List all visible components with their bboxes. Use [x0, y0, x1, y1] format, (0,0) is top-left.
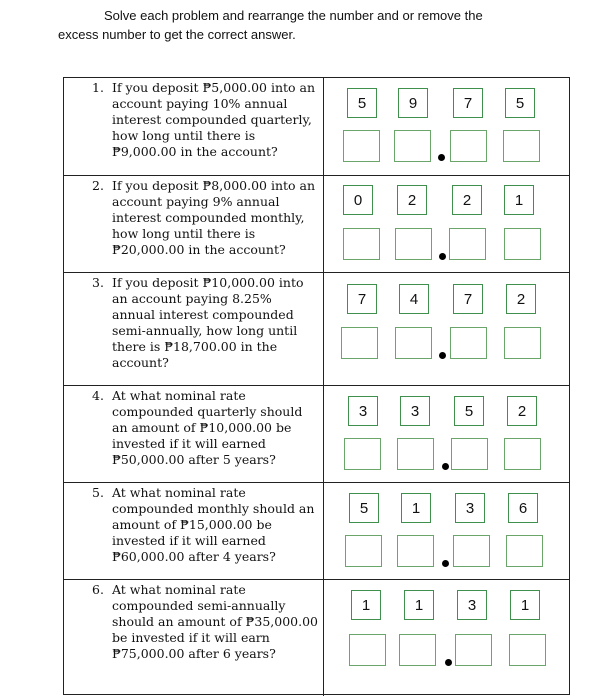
- answer-slot[interactable]: [344, 438, 381, 470]
- problem-text: At what nominal rate compounded quarterly should an amount of ₱10,000.00 be invested if it will earned ₱50,000.00 after 5 years?: [112, 388, 303, 467]
- answer-slot[interactable]: [395, 327, 432, 359]
- digit-tile[interactable]: 2: [507, 396, 537, 426]
- answer-slot[interactable]: [343, 130, 380, 162]
- digit-tile[interactable]: 5: [349, 493, 379, 523]
- digit-tile[interactable]: 2: [397, 185, 427, 215]
- column-divider: [323, 273, 324, 385]
- column-divider: [323, 176, 324, 272]
- digit-tile[interactable]: 1: [351, 590, 381, 620]
- problem-row-6: [64, 579, 569, 696]
- answer-slot[interactable]: [455, 634, 492, 666]
- decimal-point: [442, 463, 449, 470]
- column-divider: [323, 580, 324, 696]
- digit-tile[interactable]: 1: [510, 590, 540, 620]
- answer-slot[interactable]: [504, 438, 541, 470]
- problem-text: At what nominal rate compounded monthly should an amount of ₱15,000.00 be invested if it will earned ₱60,000.00 after 4 years?: [112, 485, 315, 564]
- problem-row-2: [64, 175, 569, 272]
- digit-tile[interactable]: 0: [343, 185, 373, 215]
- digit-tile[interactable]: 7: [347, 284, 377, 314]
- answer-slot[interactable]: [506, 535, 543, 567]
- answer-slot[interactable]: [509, 634, 546, 666]
- answer-slot[interactable]: [397, 535, 434, 567]
- problem-question: [92, 388, 318, 468]
- problem-question: [92, 178, 318, 258]
- digit-tile[interactable]: 3: [400, 396, 430, 426]
- problem-number: 2.: [92, 178, 104, 193]
- problem-row-3: [64, 272, 569, 385]
- problem-question: [92, 80, 318, 160]
- decimal-point: [439, 352, 446, 359]
- answer-slot[interactable]: [399, 634, 436, 666]
- instructions-line-1: Solve each problem and rearrange the number and or remove the: [104, 8, 483, 23]
- instructions-line-2: excess number to get the correct answer.: [58, 27, 296, 42]
- answer-slot[interactable]: [345, 535, 382, 567]
- answer-slot[interactable]: [395, 228, 432, 260]
- problem-table: [63, 77, 570, 695]
- problem-number: 3.: [92, 275, 104, 290]
- decimal-point: [439, 253, 446, 260]
- decimal-point: [445, 659, 452, 666]
- column-divider: [323, 483, 324, 579]
- digit-tile[interactable]: 1: [404, 590, 434, 620]
- problem-text: If you deposit ₱5,000.00 into an account paying 10% annual interest compounded quarterly, how long until there is ₱9,000.00 in the account?: [112, 80, 316, 159]
- digit-tile[interactable]: 1: [504, 185, 534, 215]
- instructions: [58, 6, 558, 44]
- digit-tile[interactable]: 6: [508, 493, 538, 523]
- digit-tile[interactable]: 7: [453, 88, 483, 118]
- answer-slot[interactable]: [453, 535, 490, 567]
- answer-slot[interactable]: [504, 327, 541, 359]
- digit-tile[interactable]: 3: [348, 396, 378, 426]
- decimal-point: [442, 560, 449, 567]
- digit-tile[interactable]: 5: [505, 88, 535, 118]
- digit-tile[interactable]: 1: [401, 493, 431, 523]
- answer-slot[interactable]: [397, 438, 434, 470]
- problem-row-5: [64, 482, 569, 579]
- digit-tile[interactable]: 2: [452, 185, 482, 215]
- digit-tile[interactable]: 7: [453, 284, 483, 314]
- problem-question: [92, 582, 318, 662]
- answer-slot[interactable]: [504, 228, 541, 260]
- digit-tile[interactable]: 3: [455, 493, 485, 523]
- answer-slot[interactable]: [450, 327, 487, 359]
- answer-slot[interactable]: [341, 327, 378, 359]
- problem-text: At what nominal rate compounded semi-annually should an amount of ₱35,000.00 be invested if it will earn ₱75,000.00 after 6 years?: [112, 582, 318, 661]
- answer-slot[interactable]: [450, 130, 487, 162]
- digit-tile[interactable]: 3: [457, 590, 487, 620]
- answer-slot[interactable]: [349, 634, 386, 666]
- problem-row-4: [64, 385, 569, 482]
- digit-tile[interactable]: 5: [454, 396, 484, 426]
- answer-slot[interactable]: [451, 438, 488, 470]
- problem-question: [92, 275, 318, 371]
- decimal-point: [438, 154, 445, 161]
- column-divider: [323, 78, 324, 175]
- problem-number: 5.: [92, 485, 104, 500]
- problem-text: If you deposit ₱8,000.00 into an account paying 9% annual interest compounded monthly, how long until there is ₱20,000.00 in the account?: [112, 178, 316, 257]
- answer-slot[interactable]: [449, 228, 486, 260]
- problem-number: 1.: [92, 80, 104, 95]
- problem-text: If you deposit ₱10,000.00 into an account paying 8.25% annual interest compounded semi-annually, how long until there is ₱18,700.00 in the account?: [112, 275, 304, 370]
- problem-number: 4.: [92, 388, 104, 403]
- answer-slot[interactable]: [394, 130, 431, 162]
- digit-tile[interactable]: 9: [398, 88, 428, 118]
- column-divider: [323, 386, 324, 482]
- problem-number: 6.: [92, 582, 104, 597]
- digit-tile[interactable]: 5: [347, 88, 377, 118]
- problem-row-1: [64, 78, 569, 175]
- problem-question: [92, 485, 318, 565]
- answer-slot[interactable]: [503, 130, 540, 162]
- digit-tile[interactable]: 2: [506, 284, 536, 314]
- answer-slot[interactable]: [343, 228, 380, 260]
- digit-tile[interactable]: 4: [399, 284, 429, 314]
